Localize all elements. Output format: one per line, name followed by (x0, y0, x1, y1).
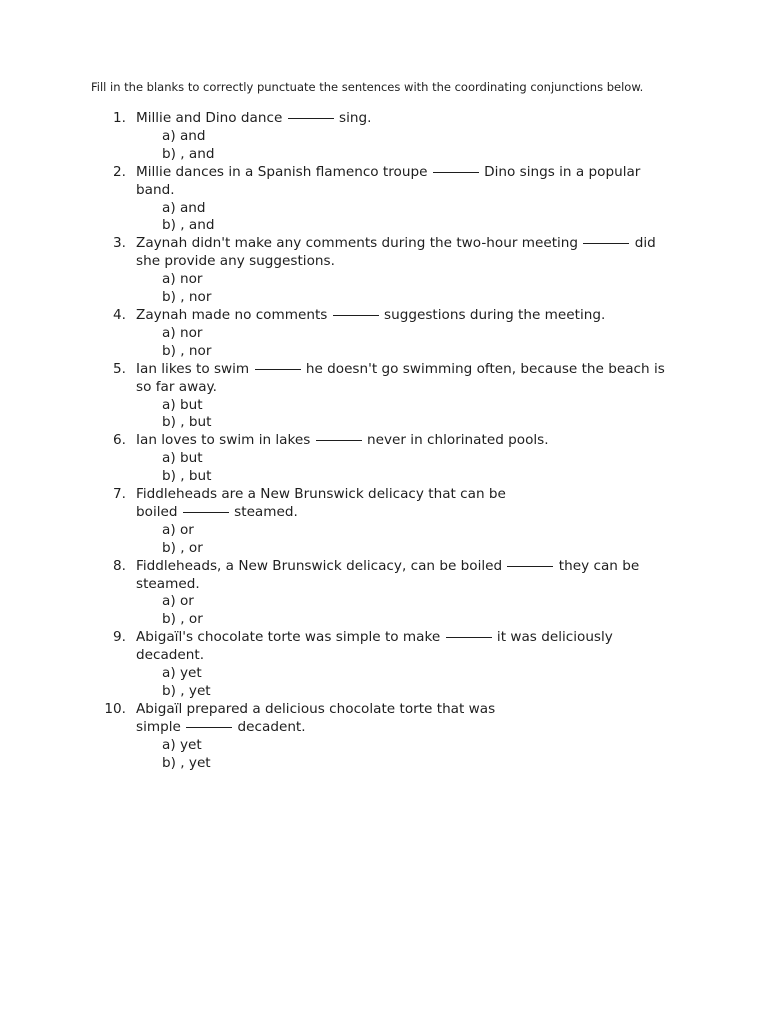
stem-after: suggestions during the meeting. (384, 306, 606, 323)
option-b: b) , or (162, 611, 203, 628)
option-b: b) , but (162, 468, 212, 485)
question-6 (0, 432, 768, 486)
question-5 (0, 361, 768, 433)
stem-after: they can be steamed. (136, 557, 640, 592)
stem-before: Zaynah made no comments (136, 306, 328, 323)
stem-after: never in chlorinated pools. (367, 432, 549, 449)
option-b: b) , yet (162, 754, 211, 771)
question-9 (0, 629, 768, 701)
option-b: b) , but (162, 414, 212, 431)
option-a: a) yet (162, 665, 202, 682)
option-a: a) and (162, 127, 206, 144)
question-number: 6. (113, 432, 126, 449)
answer-blank (288, 117, 334, 119)
question-number: 8. (113, 557, 126, 574)
option-a: a) nor (162, 324, 203, 341)
question-number: 9. (113, 629, 126, 646)
answer-blank (316, 439, 362, 441)
question-stem (136, 110, 676, 128)
answer-blank (183, 511, 229, 513)
stem-after: it was deliciously decadent. (136, 629, 613, 664)
answer-blank (186, 726, 232, 728)
option-a: a) but (162, 450, 203, 467)
question-stem (136, 235, 676, 271)
option-b: b) , and (162, 145, 215, 162)
answer-blank (583, 242, 629, 244)
instructions: Fill in the blanks to correctly punctuate the sentences with the coordinating conjunctions below. (91, 80, 644, 94)
stem-before: Fiddleheads, a New Brunswick delicacy, can be boiled (136, 557, 503, 574)
answer-blank (255, 368, 301, 370)
answer-blank (333, 314, 379, 316)
question-stem (136, 361, 676, 397)
answer-blank (433, 171, 479, 173)
stem-before-line2: simple (136, 718, 181, 735)
stem-after: sing. (338, 110, 372, 126)
stem-before: Millie dances in a Spanish flamenco troupe (136, 163, 428, 180)
option-a: a) or (162, 521, 194, 538)
option-b: b) , nor (162, 289, 212, 306)
answer-blank (507, 565, 553, 567)
option-a: a) or (162, 593, 194, 610)
question-list (0, 110, 768, 773)
question-10 (0, 701, 768, 773)
stem-after: steamed. (234, 503, 298, 520)
question-4 (0, 307, 768, 361)
option-a: a) nor (162, 271, 203, 288)
question-1 (0, 110, 768, 164)
question-stem (136, 164, 676, 200)
option-b: b) , and (162, 217, 215, 234)
stem-after: he doesn't go swimming often, because the beach is so far away. (136, 360, 665, 395)
stem-before: Millie and Dino dance (136, 110, 283, 126)
question-stem (136, 486, 676, 522)
option-b: b) , nor (162, 342, 212, 359)
question-stem (136, 432, 676, 450)
stem-before: Abigaïl's chocolate torte was simple to make (136, 629, 441, 646)
stem-before: Zaynah didn't make any comments during the two-hour meeting (136, 235, 579, 252)
question-number: 3. (113, 235, 126, 252)
question-3 (0, 235, 768, 307)
stem-after: did she provide any suggestions. (136, 235, 656, 270)
option-a: a) yet (162, 736, 202, 753)
stem-before: Ian likes to swim (136, 360, 250, 377)
stem-before: Fiddleheads are a New Brunswick delicacy that can be (136, 486, 506, 503)
question-number: 10. (104, 700, 126, 717)
question-number: 7. (113, 486, 126, 503)
question-number: 1. (113, 110, 126, 126)
question-number: 4. (113, 306, 126, 323)
question-8 (0, 558, 768, 630)
stem-after: decadent. (237, 718, 306, 735)
stem-before: Ian loves to swim in lakes (136, 432, 311, 449)
question-stem (136, 307, 676, 325)
question-stem (136, 701, 676, 737)
question-number: 5. (113, 360, 126, 377)
option-b: b) , or (162, 539, 203, 556)
question-2 (0, 164, 768, 236)
stem-before: Abigaïl prepared a delicious chocolate torte that was (136, 700, 496, 717)
option-a: a) and (162, 199, 206, 216)
question-7 (0, 486, 768, 558)
question-stem (136, 558, 676, 594)
stem-before-line2: boiled (136, 503, 178, 520)
question-number: 2. (113, 163, 126, 180)
option-b: b) , yet (162, 683, 211, 699)
stem-after: Dino sings in a popular band. (136, 163, 641, 198)
answer-blank (446, 636, 492, 638)
question-stem (136, 629, 676, 665)
option-a: a) but (162, 396, 203, 413)
